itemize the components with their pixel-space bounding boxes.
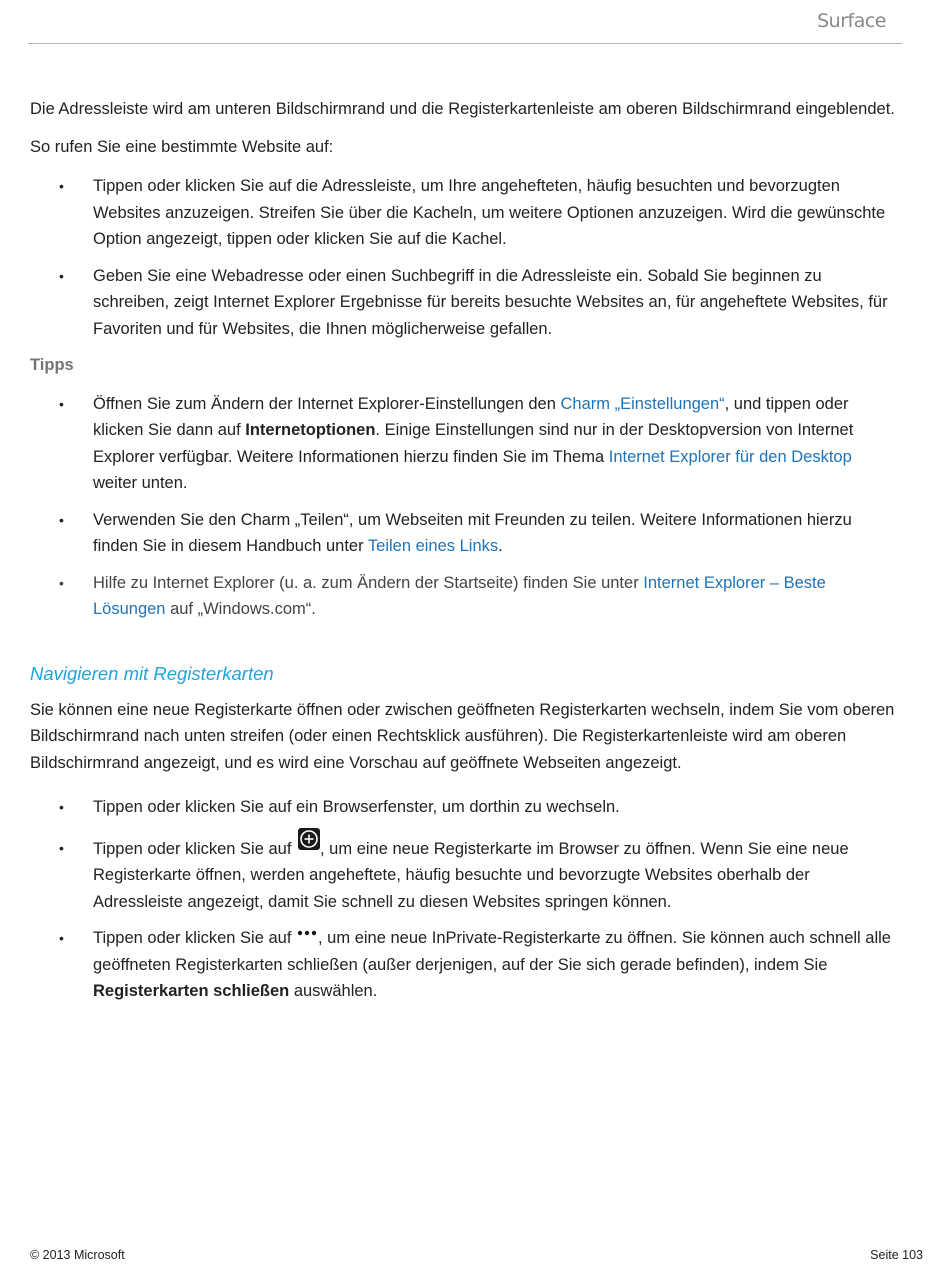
- bullet: •: [59, 930, 64, 946]
- intro-paragraph: Die Adressleiste wird am unteren Bildschirmrand und die Registerkartenleiste am oberen Bildschirmrand eingeblendet.: [30, 100, 895, 118]
- intro-lead: So rufen Sie eine bestimmte Website auf:: [30, 137, 334, 156]
- internetoptionen-term: Internetoptionen: [245, 421, 376, 439]
- bullet: •: [59, 178, 64, 194]
- list-item-text: Tippen oder klicken Sie auf ein Browserfenster, um dorthin zu wechseln.: [93, 798, 620, 816]
- tabs-steps-list: [30, 794, 900, 1005]
- list-item: [30, 173, 900, 253]
- section-title: Navigieren mit Registerkarten: [30, 662, 274, 684]
- bullet: •: [59, 395, 64, 412]
- footer-page-number: Seite 103: [870, 1248, 923, 1262]
- tip-text: auf „Windows.com“.: [165, 600, 316, 618]
- list-item-text: auswählen.: [289, 982, 378, 1000]
- bullet: •: [59, 511, 64, 528]
- list-item: [30, 263, 900, 343]
- tip-text: Öffnen Sie zum Ändern der Internet Explorer-Einstellungen den: [93, 394, 561, 413]
- list-item-text: Tippen oder klicken Sie auf die Adressleiste, um Ihre angehefteten, häufig besuchten und bevorzugten Websites anzuzeigen. Streifen Sie über die Kacheln, um weitere Optionen anzuzeigen. Wird die gewünschte Option angezeigt, tippen oder klicken Sie auf die Kachel.: [93, 177, 886, 248]
- tipps-heading: Tipps: [30, 356, 74, 374]
- list-item: [30, 925, 900, 1005]
- list-item-text: , um eine neue InPrivate-Registerkarte zu öffnen. Sie können auch schnell alle geöffneten Registerkarten schließen (außer derjenigen, auf der Sie sich gerade befinden), indem Sie: [93, 929, 891, 974]
- tip-text: .: [498, 537, 503, 555]
- tip-text: , und tippen oder klicken Sie dann auf: [93, 394, 849, 439]
- list-item: [30, 507, 900, 560]
- share-link-link[interactable]: Teilen eines Links: [367, 537, 499, 555]
- bullet: •: [59, 267, 64, 284]
- bullet: •: [59, 839, 64, 856]
- list-item-text: Tippen oder klicken Sie auf: [93, 929, 297, 947]
- header-divider: [28, 43, 902, 44]
- list-item: [30, 794, 900, 821]
- bullet: •: [59, 799, 64, 815]
- plus-circle-icon: [298, 828, 320, 850]
- ellipsis-icon: [296, 920, 318, 930]
- list-item: [30, 570, 900, 623]
- close-tabs-term: Registerkarten schließen: [93, 982, 290, 1000]
- tip-text: weiter unten.: [93, 474, 188, 492]
- page-content: [30, 96, 900, 1015]
- website-steps-list: [30, 173, 900, 342]
- list-item: [30, 391, 900, 497]
- section-paragraph: Sie können eine neue Registerkarte öffnen oder zwischen geöffneten Registerkarten wechseln, indem Sie vom oberen Bildschirmrand nach unten streifen (oder einen Rechtsklick ausführen). Die Registerkartenleiste wird am oberen Bildschirmrand angezeigt, und es wird eine Vorschau auf geöffnete Webseiten angezeigt.: [30, 700, 895, 772]
- bullet: •: [59, 574, 64, 591]
- list-item-text: , um eine neue Registerkarte im Browser zu öffnen. Wenn Sie eine neue Registerkarte öffnen, werden angeheftete, häufig besuchte und bevorzugte Websites oberhalb der Adressleiste angezeigt, damit Sie schnell zu diesen Websites springen können.: [93, 839, 849, 911]
- list-item-text: Geben Sie eine Webadresse oder einen Suchbegriff in die Adressleiste ein. Sobald Sie beginnen zu schreiben, zeigt Internet Explorer Ergebnisse für bereits besuchte Websites an, für angeheftete Websites, für Favoriten und für Websites, die Ihnen möglicherweise gefallen.: [93, 266, 888, 338]
- list-item: [30, 835, 900, 916]
- ie-best-solutions-link[interactable]: Internet Explorer – Beste Lösungen: [93, 573, 826, 618]
- tip-text: . Einige Einstellungen sind nur in der Desktopversion von Internet Explorer verfügbar. Weitere Informationen hierzu finden Sie im Thema: [93, 421, 854, 466]
- tip-text: Hilfe zu Internet Explorer (u. a. zum Ändern der Startseite) finden Sie unter: [93, 573, 644, 592]
- list-item-text: Tippen oder klicken Sie auf: [93, 839, 297, 858]
- ie-desktop-link[interactable]: Internet Explorer für den Desktop: [608, 447, 852, 466]
- charm-einstellungen-link[interactable]: Charm „Einstellungen“: [560, 394, 725, 413]
- tipps-list: [30, 391, 900, 623]
- footer-copyright: © 2013 Microsoft: [30, 1248, 125, 1262]
- tip-text: Verwenden Sie den Charm „Teilen“, um Webseiten mit Freunden zu teilen. Weitere Informationen hierzu finden Sie in diesem Handbuch unter: [93, 510, 852, 555]
- header-brand: Surface: [817, 10, 886, 32]
